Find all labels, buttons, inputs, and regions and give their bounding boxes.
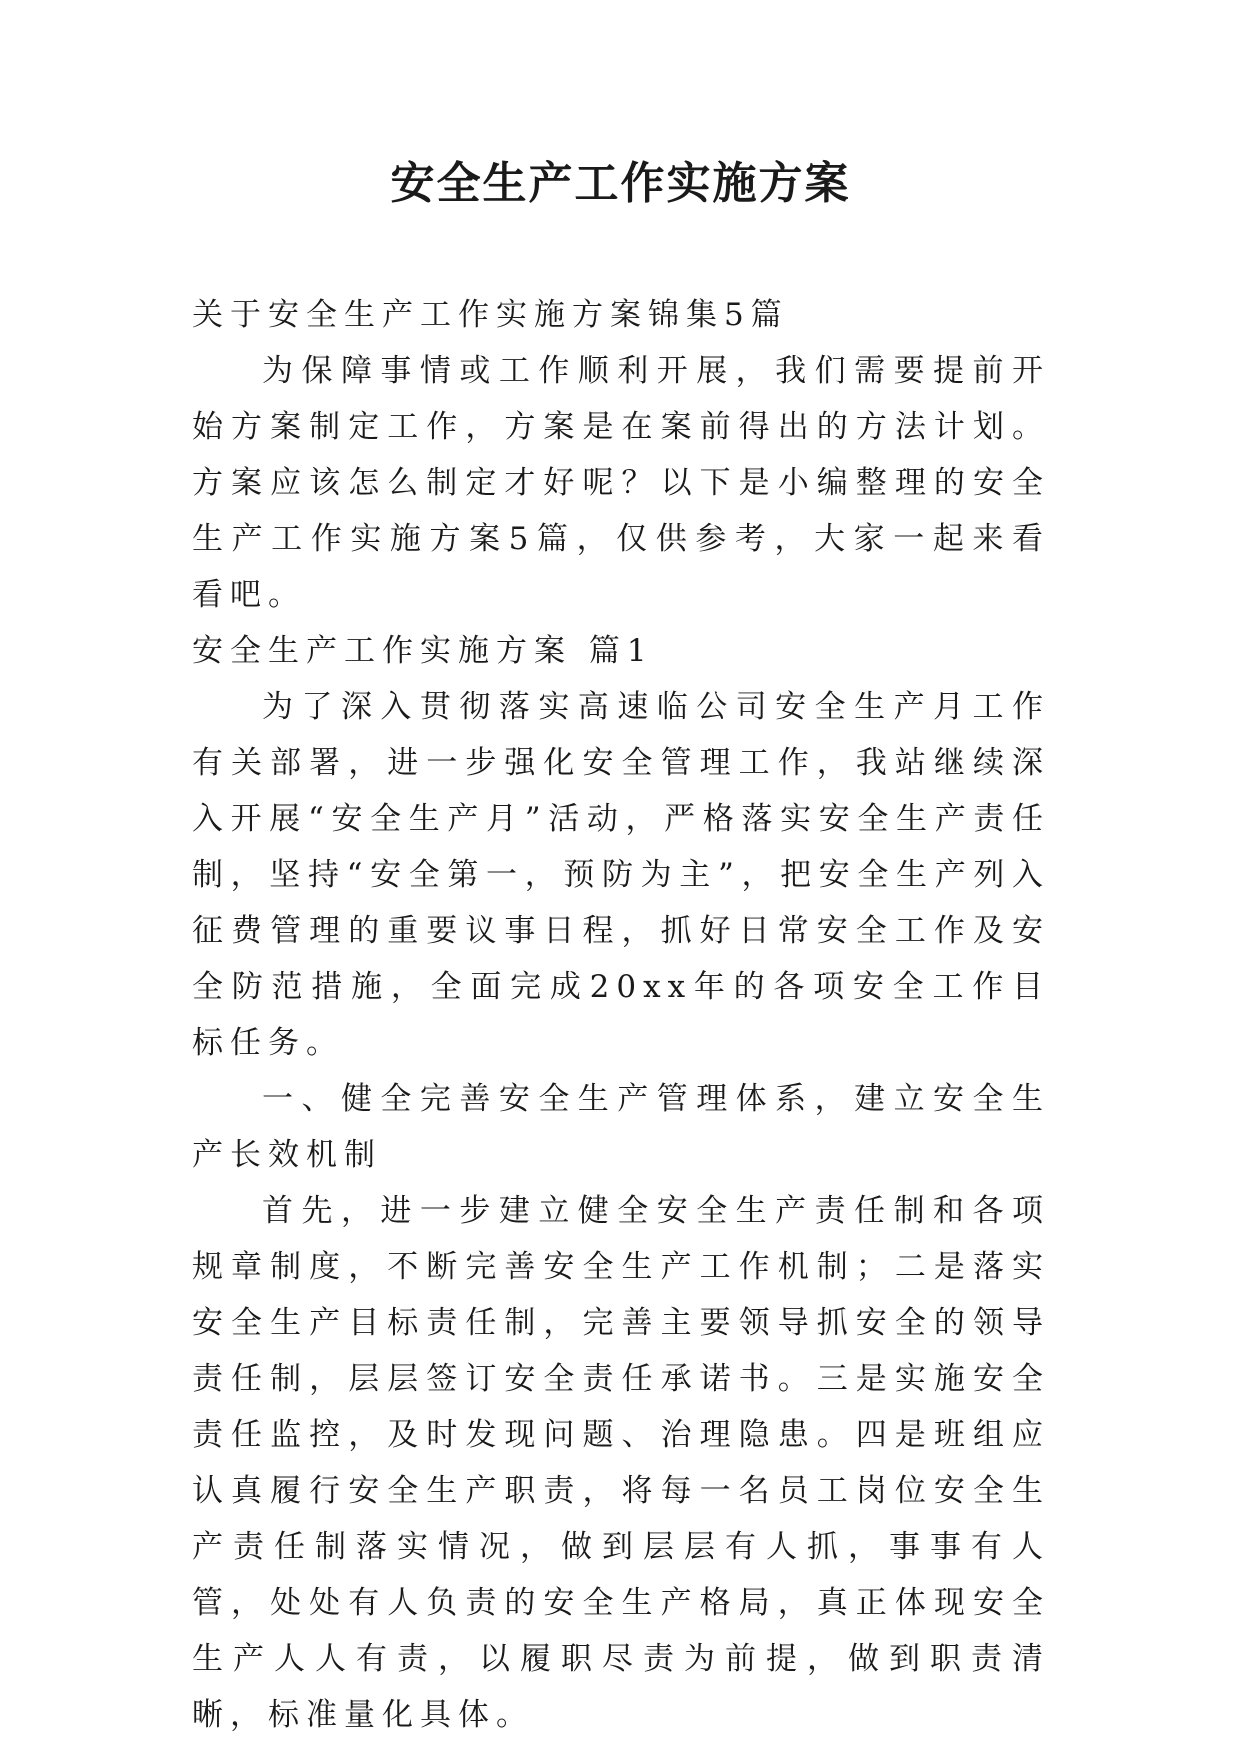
body-paragraph: 为了深入贯彻落实高速临公司安全生产月工作有关部署，进一步强化安全管理工作，我站继续深入开展“安全生产月”活动，严格落实安全生产责任制，坚持“安全第一，预防为主”，把安全生产列入征费管理的重要议事日程，抓好日常安全工作及安全防范措施，全面完成20xx年的各项安全工作目标任务。 <box>192 689 1050 1061</box>
intro-paragraph: 为保障事情或工作顺利开展，我们需要提前开始方案制定工作，方案是在案前得出的方法计划。方案应该怎么制定才好呢？以下是小编整理的安全生产工作实施方案5篇，仅供参考，大家一起来看看吧。 <box>192 353 1050 613</box>
section-heading-part-1: 安全生产工作实施方案 篇1 <box>192 633 654 669</box>
document-title: 安全生产工作实施方案 <box>390 158 851 209</box>
body-paragraph: 首先，进一步建立健全安全生产责任制和各项规章制度，不断完善安全生产工作机制；二是落实安全生产目标责任制，完善主要领导抓安全的领导责任制，层层签订安全责任承诺书。三是实施安全责任监控，及时发现问题、治理隐患。四是班组应认真履行安全生产职责，将每一名员工岗位安全生产责任制落实情况，做到层层有人抓，事事有人管，处处有人负责的安全生产格局，真正体现安全生产人人有责，以履职尽责为前提，做到职责清晰，标准量化具体。 <box>192 1193 1050 1733</box>
section-heading-item-1: 一、健全完善安全生产管理体系，建立安全生产长效机制 <box>192 1081 1050 1173</box>
collection-subtitle: 关于安全生产工作实施方案锦集5篇 <box>192 297 789 333</box>
document-body <box>192 287 1050 1743</box>
